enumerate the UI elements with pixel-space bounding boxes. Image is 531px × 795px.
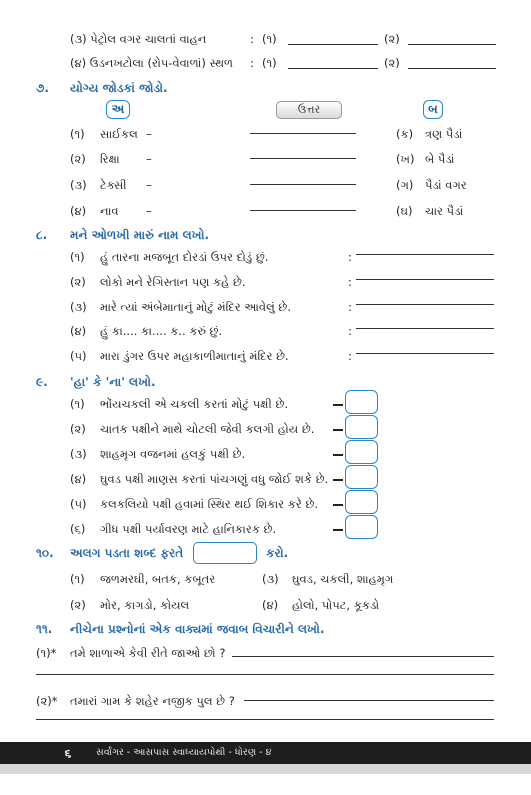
q9-row-2-answer-box[interactable] — [345, 415, 378, 439]
q7-column-b-tag: બ — [423, 100, 443, 119]
q8-row-2-num: (૨) — [70, 275, 86, 289]
page-number: ૬ — [64, 746, 72, 760]
q8-row-3-text: મારે ત્યાં અંબેમાતાનું મોટું મંદિર આવેલું છે. — [100, 300, 291, 314]
q8-row-4-sep: : — [348, 324, 352, 338]
q7-row-2-answer-line[interactable] — [250, 158, 356, 159]
q9-row-3-dash — [333, 454, 343, 456]
q6-row-3-a: (૧) — [262, 32, 277, 46]
q8-row-5-answer-line[interactable] — [356, 353, 494, 354]
q7-row-3-dash: – — [146, 178, 152, 192]
q7-row-2-left: રિક્ષા — [100, 152, 120, 166]
q7-row-1-num: (૧) — [70, 127, 85, 141]
footer-stripe — [0, 764, 531, 774]
q9-row-1-dash — [333, 404, 343, 406]
q9-row-2-text: ચાતક પક્ષીને માથે ચોટલી જેવી કલગી હોય છે. — [100, 422, 315, 436]
q9-row-3-text: શાહમૃગ વજનમાં હલકું પક્ષી છે. — [100, 447, 246, 461]
q7-row-1-left: સાઈકલ — [100, 127, 138, 141]
q6-row-4-answer-line-b[interactable] — [408, 68, 496, 69]
q11-row-1-num: (૧)* — [36, 646, 57, 660]
q7-row-3-answer-line[interactable] — [250, 184, 356, 185]
q8-row-5-text: મારા ડુંગર ઉપર મહાકાળીમાતાનું મંદિર છે. — [100, 349, 289, 363]
q9-row-6-num: (૬) — [70, 522, 86, 536]
q7-row-4-left: નાવ — [100, 204, 119, 218]
q9-row-4-num: (૪) — [70, 472, 87, 486]
q7-row-3-right-num: (ગ) — [396, 178, 414, 192]
q10-item-2-num: (૨) — [70, 598, 86, 612]
q6-row-4-answer-line-a[interactable] — [288, 68, 378, 69]
q7-row-2-num: (૨) — [70, 152, 86, 166]
q10-title-pre: અલગ પડતા શબ્દ ફરતે — [70, 546, 184, 560]
q7-answer-heading: ઉત્તર — [276, 101, 342, 119]
q6-row-4-b: (૨) — [384, 56, 400, 70]
q8-number: ૮. — [36, 228, 48, 242]
q9-row-4-text: ઘુવડ પક્ષી માણસ કરતાં પાંચગણું વધુ જોઈ શકે છે. — [100, 472, 329, 486]
q10-item-1-text[interactable]: જળમરઘી, બતક, કબૂતર — [100, 572, 216, 586]
q10-number: ૧૦. — [36, 546, 54, 560]
q7-row-4-right-num: (ઘ) — [396, 204, 413, 218]
q7-number: ૭. — [36, 81, 49, 95]
q9-row-6-answer-box[interactable] — [345, 515, 378, 539]
q10-item-4-text[interactable]: હોલો, પોપટ, કૂકડો — [292, 598, 380, 612]
q8-title: મને ઓળખી મારું નામ લખો. — [70, 228, 210, 242]
q7-row-4-answer-line[interactable] — [250, 210, 356, 211]
q9-row-3-num: (૩) — [70, 447, 87, 461]
q7-row-2-right-num: (ખ) — [396, 152, 415, 166]
q11-row-2-answer-line-2[interactable] — [36, 719, 494, 720]
q8-row-2-answer-line[interactable] — [356, 279, 494, 280]
q7-title: યોગ્ય જોડકાં જોડો. — [70, 81, 168, 95]
q8-row-2-text: લોકો મને રેગિસ્તાન પણ કહે છે. — [100, 275, 246, 289]
q7-row-2-right: બે પૈડાં — [425, 152, 455, 166]
q11-title: નીચેના પ્રશ્નોનાં એક વાક્યમાં જવાબ વિચારીને લખો. — [70, 622, 325, 636]
q6-row-3-label: (૩) પેટ્રોલ વગર ચાલતાં વાહન — [70, 32, 207, 46]
q9-row-1-num: (૧) — [70, 397, 85, 411]
q7-row-3-right: પૈડાં વગર — [425, 178, 467, 192]
q7-row-4-dash: – — [146, 204, 152, 218]
q8-row-2-sep: : — [348, 275, 352, 289]
q9-row-5-text: કલકલિયો પક્ષી હવામાં સ્થિર થઈ શિકાર કરે છે. — [100, 497, 319, 511]
q11-number: ૧૧. — [36, 622, 53, 636]
q8-row-5-sep: : — [348, 349, 352, 363]
q6-row-3-b: (૨) — [384, 32, 400, 46]
q9-row-4-dash — [333, 479, 343, 481]
q9-row-1-answer-box[interactable] — [345, 390, 378, 414]
q9-row-6-dash — [333, 529, 343, 531]
q7-row-4-num: (૪) — [70, 204, 87, 218]
q9-row-6-text: ગીધ પક્ષી પર્યાવરણ માટે હાનિકારક છે. — [100, 522, 277, 536]
q10-title-post: કરો. — [266, 546, 289, 560]
q10-item-1-num: (૧) — [70, 572, 85, 586]
q8-row-4-answer-line[interactable] — [356, 328, 494, 329]
q8-row-3-answer-line[interactable] — [356, 304, 494, 305]
q10-item-4-num: (૪) — [262, 598, 279, 612]
q8-row-1-sep: : — [348, 250, 352, 264]
q6-row-3-sep: : — [250, 32, 254, 46]
q8-row-3-num: (૩) — [70, 300, 87, 314]
q7-row-1-right-num: (ક) — [396, 127, 414, 141]
q9-row-4-answer-box[interactable] — [345, 465, 378, 489]
q8-row-4-num: (૪) — [70, 324, 87, 338]
q7-row-2-dash: – — [146, 152, 152, 166]
q8-row-5-num: (૫) — [70, 349, 87, 363]
q10-item-3-num: (૩) — [262, 572, 279, 586]
q9-row-5-dash — [333, 504, 343, 506]
q6-row-4-label: (૪) ઉડનખટોલા (રોપ-વેવાળાં) સ્થળ — [70, 56, 233, 70]
q7-row-3-num: (૩) — [70, 178, 87, 192]
q7-row-4-right: ચાર પૈડાં — [425, 204, 464, 218]
footer-title: સર્વાંગર - આસપાસ સ્વાધ્યાયપોથી - ધોરણ - ૪ — [96, 747, 272, 758]
q10-item-3-text[interactable]: ઘુવડ, ચકલી, શાહમૃગ — [292, 572, 394, 586]
q6-row-3-answer-line-a[interactable] — [288, 44, 378, 45]
q6-row-4-a: (૧) — [262, 56, 277, 70]
q11-row-2-num: (૨)* — [36, 694, 58, 708]
q9-row-2-num: (૨) — [70, 422, 86, 436]
q9-number: ૯. — [36, 375, 48, 389]
q8-row-3-sep: : — [348, 300, 352, 314]
q10-title-box — [193, 542, 257, 564]
q8-row-1-num: (૧) — [70, 250, 85, 264]
q8-row-1-answer-line[interactable] — [356, 254, 494, 255]
q9-title: 'હા' કે 'ના' લખો. — [70, 375, 156, 389]
q11-row-1-text: તમે શાળાએ કેવી રીતે જાઓ છો ? — [70, 646, 226, 660]
q9-row-5-answer-box[interactable] — [345, 490, 378, 514]
q6-row-4-sep: : — [250, 56, 254, 70]
q7-row-1-answer-line[interactable] — [250, 133, 356, 134]
q9-row-1-text: ભોંયચકલી એ ચકલી કરતાં મોટું પક્ષી છે. — [100, 397, 289, 411]
q9-row-3-answer-box[interactable] — [345, 440, 378, 464]
q7-row-1-right: ત્રણ પૈડાં — [425, 127, 463, 141]
q8-row-1-text: હું તારના મજબૂત દોરડાં ઉપર દોડું છું. — [100, 250, 269, 264]
q6-row-3-answer-line-b[interactable] — [408, 44, 496, 45]
q11-row-2-text: તમારાં ગામ કે શહેર નજીક પુલ છે ? — [70, 694, 235, 708]
q11-row-1-answer-line-1[interactable] — [232, 656, 494, 657]
q7-column-a-tag: અ — [106, 100, 130, 119]
q7-row-1-dash: – — [146, 127, 152, 141]
q7-row-3-left: ટેક્સી — [100, 178, 127, 192]
q11-row-1-answer-line-2[interactable] — [36, 674, 494, 675]
q11-row-2-answer-line-1[interactable] — [244, 700, 494, 701]
q10-item-2-text[interactable]: મોર, કાગડો, કોયલ — [100, 598, 190, 612]
q8-row-4-text: હું કા.... કા.... ક.. કરું છું. — [100, 324, 223, 338]
q9-row-2-dash — [333, 429, 343, 431]
q9-row-5-num: (૫) — [70, 497, 87, 511]
